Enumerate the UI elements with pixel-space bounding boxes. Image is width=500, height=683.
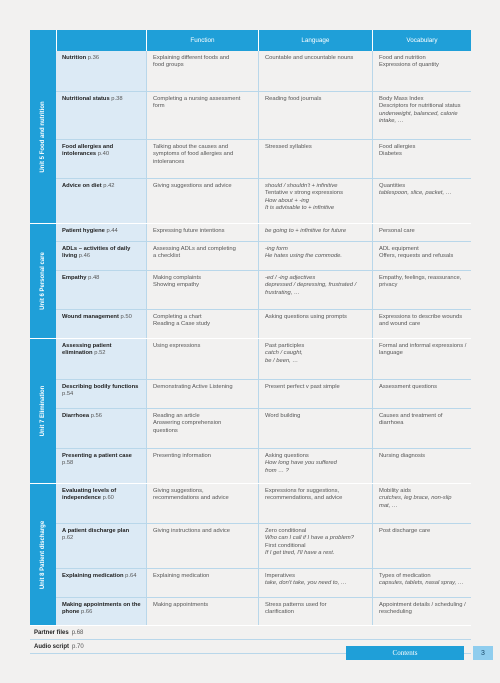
unit-label: Unit 8 Patient discharge xyxy=(40,520,46,589)
vocabulary-line: privacy xyxy=(379,282,398,289)
vocabulary-line: Descriptors for nutritional status xyxy=(379,103,461,110)
vocabulary-line: Personal care xyxy=(379,228,415,234)
language-line: How about + -ing xyxy=(265,197,309,204)
language-cell xyxy=(258,140,372,178)
language-line: Present perfect v past simple xyxy=(265,384,340,390)
lesson-title: Patient hygiene xyxy=(62,228,105,234)
vocabulary-cell xyxy=(372,569,471,597)
function-cell xyxy=(146,409,258,448)
vocabulary-cell xyxy=(372,242,471,270)
function-line: Presenting information xyxy=(153,453,212,459)
vocabulary-line: intake, … xyxy=(379,118,404,125)
lesson-topic xyxy=(56,224,146,241)
lesson-page: p.38 xyxy=(111,96,123,102)
vocabulary-line: Expressions of quantity xyxy=(379,62,439,69)
language-line: If I get tired, I'll have a rest. xyxy=(265,550,335,557)
vocabulary-line: underweight, balanced, calorie xyxy=(379,110,458,117)
vocabulary-line: Post discharge care xyxy=(379,528,431,534)
unit-section xyxy=(30,339,471,484)
vocabulary-cell xyxy=(372,310,471,338)
table-header xyxy=(30,30,471,51)
lesson-title: Diarrhoea xyxy=(62,413,90,419)
function-cell xyxy=(146,271,258,309)
language-cell xyxy=(258,51,372,91)
lesson-title: Evaluating levels of independence xyxy=(62,488,117,502)
function-cell xyxy=(146,310,258,338)
function-cell xyxy=(146,51,258,91)
unit-rows xyxy=(56,484,471,625)
lesson-topic xyxy=(56,310,146,338)
lesson-title: ADLs – activities of daily living xyxy=(62,246,131,260)
vocabulary-cell xyxy=(372,409,471,448)
vocabulary-line: Quantities xyxy=(379,183,406,189)
lesson-title: Advice on diet xyxy=(62,183,102,189)
language-cell xyxy=(258,524,372,568)
table-row xyxy=(56,598,471,625)
language-cell xyxy=(258,409,372,448)
lesson-topic xyxy=(56,51,146,91)
language-line: Stress patterns used for xyxy=(265,602,327,608)
function-line: Explaining different foods and xyxy=(153,55,230,61)
lesson-topic xyxy=(56,449,146,483)
header-corner xyxy=(30,30,56,51)
lesson-topic xyxy=(56,140,146,178)
table-row xyxy=(56,449,471,483)
vocabulary-line: Diabetes xyxy=(379,151,402,158)
vocabulary-cell xyxy=(372,51,471,91)
table-row xyxy=(56,409,471,449)
table-row xyxy=(56,92,471,140)
function-cell xyxy=(146,339,258,379)
lesson-topic xyxy=(56,569,146,597)
vocabulary-line: Offers, requests and refusals xyxy=(379,253,454,260)
lesson-page: p.58 xyxy=(62,460,74,467)
function-cell xyxy=(146,449,258,483)
function-line: Completing a chart xyxy=(153,314,202,320)
function-line: a checklist xyxy=(153,253,181,260)
vocabulary-line: Empathy, feelings, reassurance, xyxy=(379,275,462,281)
language-cell xyxy=(258,380,372,408)
function-line: Using expressions xyxy=(153,343,201,349)
table-row xyxy=(56,310,471,338)
function-line: Reading a Case study xyxy=(153,321,211,328)
language-line: How long have you suffered xyxy=(265,460,337,467)
unit-section xyxy=(30,224,471,339)
language-line: Word building xyxy=(265,413,301,419)
table-row xyxy=(56,140,471,179)
function-line: symptoms of food allergies and xyxy=(153,151,234,158)
lesson-page: p.50 xyxy=(120,314,132,320)
appendix-title: Audio script xyxy=(34,643,70,650)
appendix-page: p.68 xyxy=(71,629,84,636)
function-line: intolerances xyxy=(153,158,185,165)
lesson-title: Empathy xyxy=(62,275,87,281)
vocabulary-line: Causes and treatment of xyxy=(379,413,443,419)
table-row xyxy=(56,339,471,380)
table-row xyxy=(56,380,471,409)
vocabulary-line: capsules, tablets, nasal spray, … xyxy=(379,580,464,587)
vocabulary-line: Assessment questions xyxy=(379,384,437,390)
language-line: Past participles xyxy=(265,343,305,349)
function-line: Talking about the causes and xyxy=(153,144,229,150)
table-row xyxy=(56,524,471,569)
table-row xyxy=(56,569,471,598)
header-function: Function xyxy=(146,30,258,51)
vocabulary-line: crutches, leg brace, non-slip xyxy=(379,495,452,502)
vocabulary-line: Types of medication xyxy=(379,573,431,579)
language-cell xyxy=(258,569,372,597)
language-line: Imperatives xyxy=(265,573,295,579)
vocabulary-line: Food allergies xyxy=(379,144,416,150)
language-line: -ed / -ing adjectives xyxy=(265,275,316,281)
vocabulary-line: Formal and informal expressions / xyxy=(379,343,467,349)
function-line: Expressing future intentions xyxy=(153,228,225,234)
unit-band xyxy=(30,339,56,483)
vocabulary-cell xyxy=(372,380,471,408)
function-cell xyxy=(146,484,258,523)
lesson-title: Wound management xyxy=(62,314,119,320)
language-line: Countable and uncountable nouns xyxy=(265,55,354,61)
lesson-title: Nutrition xyxy=(62,55,87,61)
contents-footer-label: Contents xyxy=(346,646,464,660)
lesson-topic xyxy=(56,242,146,270)
function-line: questions xyxy=(153,427,178,434)
vocabulary-line: Appointment details / scheduling / xyxy=(379,602,466,608)
lesson-title: Nutritional status xyxy=(62,96,110,102)
language-line: Tentative v strong expressions xyxy=(265,190,343,197)
lesson-page: p.48 xyxy=(88,275,100,281)
lesson-title: Making appointments on the phone xyxy=(62,602,141,616)
language-cell xyxy=(258,598,372,625)
language-line: frustrating, … xyxy=(265,289,300,296)
header-language: Language xyxy=(258,30,372,51)
function-line: Making complaints xyxy=(153,275,202,281)
function-line: recommendations and advice xyxy=(153,495,229,502)
function-line: Assessing ADLs and completing xyxy=(153,246,236,252)
lesson-topic xyxy=(56,339,146,379)
unit-rows xyxy=(56,339,471,483)
table-row xyxy=(56,224,471,242)
function-line: Giving instructions and advice xyxy=(153,528,231,534)
page-number: 3 xyxy=(473,646,493,660)
language-line: should / shouldn't + infinitive xyxy=(265,183,338,189)
language-line: Asking questions using prompts xyxy=(265,314,347,320)
lesson-page: p.56 xyxy=(90,413,102,419)
unit-band xyxy=(30,51,56,223)
vocabulary-cell xyxy=(372,224,471,241)
vocabulary-line: language xyxy=(379,350,403,357)
vocabulary-line: mat, … xyxy=(379,502,398,509)
language-cell xyxy=(258,179,372,223)
lesson-topic xyxy=(56,271,146,309)
vocabulary-line: Expressions to describe wounds xyxy=(379,314,463,320)
language-cell xyxy=(258,242,372,270)
function-cell xyxy=(146,569,258,597)
vocabulary-line: Nursing diagnosis xyxy=(379,453,426,459)
language-line: take, don't take, you need to, … xyxy=(265,580,347,587)
contents-table xyxy=(30,30,471,654)
lesson-topic xyxy=(56,598,146,625)
lesson-topic xyxy=(56,524,146,568)
function-cell xyxy=(146,380,258,408)
language-line: Zero conditional xyxy=(265,528,307,534)
function-line: Completing a nursing assessment xyxy=(153,96,241,102)
vocabulary-cell xyxy=(372,524,471,568)
unit-band xyxy=(30,224,56,338)
lesson-topic xyxy=(56,484,146,523)
language-cell xyxy=(258,449,372,483)
language-line: -ing form xyxy=(265,246,288,252)
function-cell xyxy=(146,179,258,223)
appendix-title: Partner files xyxy=(34,629,69,636)
lesson-page: p.54 xyxy=(62,391,74,398)
lesson-title: Describing bodily functions xyxy=(62,384,139,390)
vocabulary-cell xyxy=(372,598,471,625)
language-line: from … ? xyxy=(265,467,289,474)
lesson-title: Presenting a patient case xyxy=(62,453,132,459)
function-line: Giving suggestions and advice xyxy=(153,183,232,189)
function-cell xyxy=(146,524,258,568)
language-cell xyxy=(258,339,372,379)
vocabulary-line: Food and nutrition xyxy=(379,55,426,61)
function-cell xyxy=(146,598,258,625)
vocabulary-cell xyxy=(372,271,471,309)
vocabulary-cell xyxy=(372,484,471,523)
vocabulary-cell xyxy=(372,92,471,139)
language-line: clarification xyxy=(265,609,294,616)
lesson-title: Assessing patient elimination xyxy=(62,343,112,357)
language-cell xyxy=(258,224,372,241)
language-line: Expressions for suggestions, xyxy=(265,488,340,494)
function-cell xyxy=(146,140,258,178)
function-cell xyxy=(146,92,258,139)
language-cell xyxy=(258,92,372,139)
language-cell xyxy=(258,484,372,523)
lesson-topic xyxy=(56,380,146,408)
vocabulary-line: and wound care xyxy=(379,321,421,328)
function-line: Showing empathy xyxy=(153,282,200,289)
lesson-page: p.36 xyxy=(87,55,100,61)
language-line: be going to + infinitive for future xyxy=(265,228,347,234)
vocabulary-cell xyxy=(372,449,471,483)
language-line: be / been, … xyxy=(265,357,299,364)
lesson-page: p.40 xyxy=(97,151,110,158)
function-line: Demonstrating Active Listening xyxy=(153,384,233,390)
vocabulary-line: diarrhoea xyxy=(379,420,404,427)
table-row xyxy=(56,179,471,223)
lesson-page: p.42 xyxy=(103,183,115,189)
language-cell xyxy=(258,271,372,309)
unit-label: Unit 5 Food and nutrition xyxy=(40,101,46,173)
lesson-page: p.60 xyxy=(102,495,114,502)
appendix-row xyxy=(30,626,471,640)
lesson-page: p.64 xyxy=(125,573,137,579)
vocabulary-line: ADL equipment xyxy=(379,246,419,252)
language-line: He hates using the commode. xyxy=(265,253,343,260)
function-cell xyxy=(146,242,258,270)
vocabulary-line: tablespoon, slice, packet, … xyxy=(379,190,452,197)
language-line: It is advisable to + infinitive xyxy=(265,205,335,212)
lesson-topic xyxy=(56,409,146,448)
function-cell xyxy=(146,224,258,241)
language-cell xyxy=(258,310,372,338)
vocabulary-line: Mobility aids xyxy=(379,488,411,494)
language-line: Who can I call if I have a problem? xyxy=(265,535,354,542)
table-row xyxy=(56,271,471,310)
header-vocabulary: Vocabulary xyxy=(372,30,471,51)
vocabulary-cell xyxy=(372,179,471,223)
table-row xyxy=(56,484,471,524)
lesson-page: p.62 xyxy=(62,535,74,542)
language-line: Asking questions xyxy=(265,453,309,459)
language-line: First conditional xyxy=(265,542,306,549)
function-line: form xyxy=(153,103,165,110)
header-topic-spacer xyxy=(56,30,146,51)
units-container xyxy=(30,51,471,626)
unit-label: Unit 6 Personal care xyxy=(40,252,46,310)
lesson-title: Food allergies and intolerances xyxy=(62,144,114,158)
function-line: Answering comprehension xyxy=(153,420,222,427)
unit-label: Unit 7 Elimination xyxy=(40,385,46,437)
language-line: recommendations, and advice xyxy=(265,495,343,502)
vocabulary-line: Body Mass Index xyxy=(379,96,424,102)
vocabulary-line: rescheduling xyxy=(379,609,412,616)
unit-section xyxy=(30,484,471,626)
language-line: catch / caught, xyxy=(265,350,303,357)
vocabulary-cell xyxy=(372,140,471,178)
lesson-title: Explaining medication xyxy=(62,573,124,579)
language-line: Reading food journals xyxy=(265,96,322,102)
unit-section xyxy=(30,51,471,224)
function-line: food groups xyxy=(153,62,184,69)
function-line: Making appointments xyxy=(153,602,209,608)
appendix-page: p.70 xyxy=(72,643,84,650)
unit-rows xyxy=(56,224,471,338)
function-line: Reading an article xyxy=(153,413,200,419)
unit-band xyxy=(30,484,56,625)
table-row xyxy=(56,51,471,92)
function-line: Explaining medication xyxy=(153,573,210,579)
function-line: Giving suggestions, xyxy=(153,488,204,494)
lesson-title: A patient discharge plan xyxy=(62,528,130,534)
vocabulary-cell xyxy=(372,339,471,379)
language-line: Stressed syllables xyxy=(265,144,312,150)
lesson-page: p.52 xyxy=(94,350,106,357)
language-line: depressed / depressing, frustrated / xyxy=(265,282,357,289)
lesson-topic xyxy=(56,92,146,139)
unit-rows xyxy=(56,51,471,223)
lesson-page: p.66 xyxy=(81,609,93,616)
lesson-topic xyxy=(56,179,146,223)
lesson-page: p.44 xyxy=(106,228,118,234)
table-row xyxy=(56,242,471,271)
lesson-page: p.46 xyxy=(78,253,91,260)
